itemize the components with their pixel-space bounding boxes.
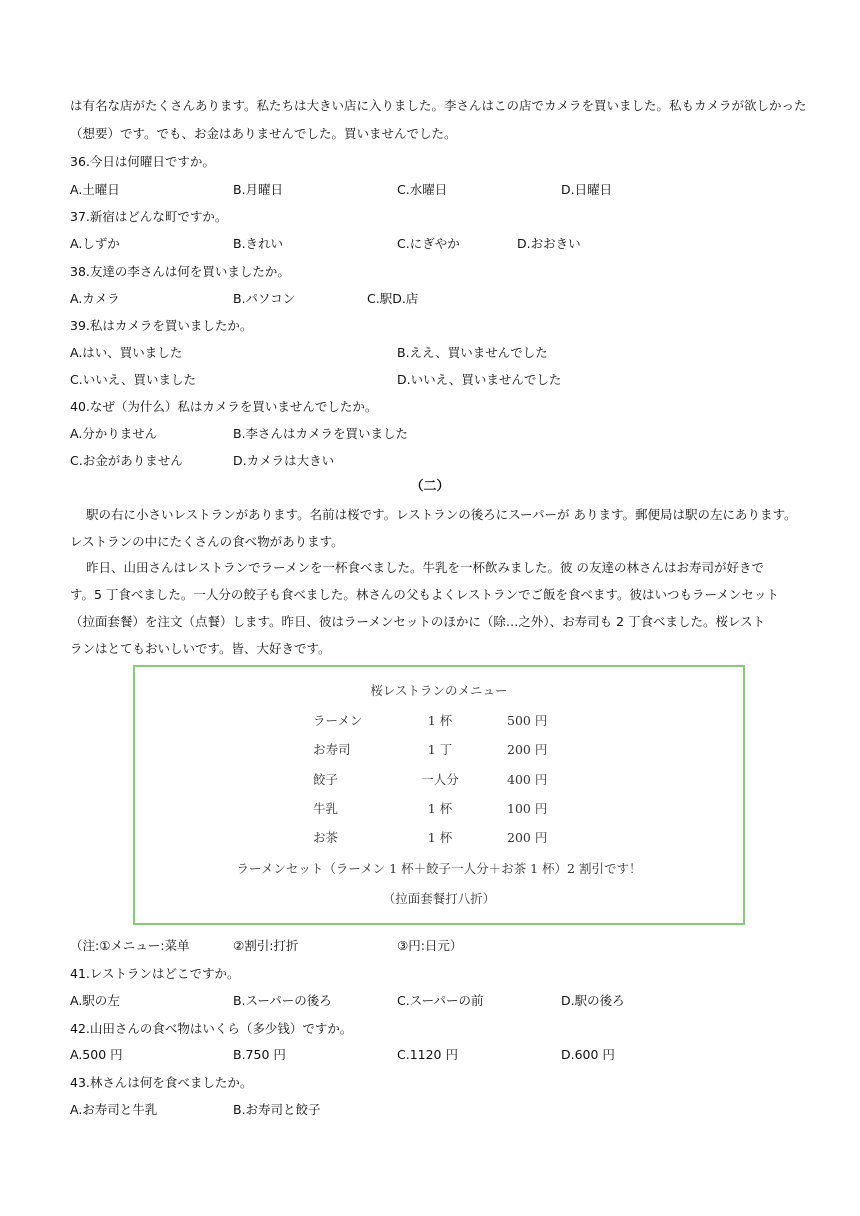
menu-title: 桜レストランのメニュー [370, 683, 508, 698]
menu-box [133, 665, 745, 925]
menu-item-name: 餃子 [313, 772, 339, 787]
question-41: 41.レストランはどこですか。 [70, 966, 240, 981]
option: B.750 円 [233, 1047, 286, 1062]
option: A.しずか [70, 236, 120, 251]
option: B.パソコン [233, 291, 296, 306]
passage-line: 駅の右に小さいレストランがあります。名前は桜です。レストランの後ろにスーパーが あります。郵便局は駅の左にあります。 [86, 507, 797, 522]
option: B.月曜日 [233, 182, 284, 197]
question-39: 39.私はカメラを買いましたか。 [70, 318, 253, 333]
menu-item-price: 400 円 [507, 772, 548, 787]
note: ②割引:打折 [233, 938, 299, 953]
option: A.駅の左 [70, 993, 120, 1008]
option: B.お寿司と餃子 [233, 1102, 321, 1117]
menu-item-price: 100 円 [507, 801, 548, 816]
menu-item-price: 200 円 [507, 742, 548, 757]
option: D.600 円 [561, 1047, 615, 1062]
question-38: 38.友達の李さんは何を買いましたか。 [70, 264, 290, 279]
option: D.おおきい [517, 236, 581, 251]
menu-item-unit: 1 杯 [427, 801, 453, 816]
menu-item-price: 500 円 [507, 713, 548, 728]
passage-line: す。5 丁食べました。一人分の餃子も食べました。林さんの父もよくレストランでご飯を食べます。彼はいつもラーメンセット [70, 587, 779, 602]
menu-item-price: 200 円 [507, 830, 548, 845]
question-40: 40.なぜ（为什么）私はカメラを買いませんでしたか。 [70, 399, 378, 414]
note: （注:①メニュー:菜单 [70, 938, 190, 953]
option: C.スーパーの前 [397, 993, 484, 1008]
option: A.お寿司と牛乳 [70, 1102, 158, 1117]
question-36: 36.今日は何曜日ですか。 [70, 154, 215, 169]
option: C.1120 円 [397, 1047, 458, 1062]
option: C.お金がありません [70, 453, 183, 468]
option: B.李さんはカメラを買いました [233, 426, 409, 441]
question-37: 37.新宿はどんな町ですか。 [70, 209, 228, 224]
option: B.スーパーの後ろ [233, 993, 332, 1008]
menu-item-name: お寿司 [313, 742, 351, 757]
option: A.はい、買いました [70, 345, 183, 360]
passage-line: レストランの中にたくさんの食べ物があります。 [70, 534, 344, 549]
menu-item-unit: 1 丁 [427, 742, 453, 757]
option: D.日曜日 [561, 182, 613, 197]
menu-item-name: お茶 [313, 830, 339, 845]
option: A.分かりません [70, 426, 158, 441]
option: B.きれい [233, 236, 284, 251]
option: D.駅の後ろ [561, 993, 625, 1008]
section-heading: （二） [410, 479, 450, 494]
option: D.カメラは大きい [233, 453, 335, 468]
menu-item-unit: 一人分 [421, 772, 459, 787]
question-42: 42.山田さんの食べ物はいくら（多少钱）ですか。 [70, 1021, 353, 1036]
note: ③円:日元） [397, 938, 463, 953]
option: C.駅D.店 [367, 291, 419, 306]
menu-set-translation: （拉面套餐打八折） [382, 891, 496, 906]
passage-line: （拉面套餐）を注文（点餐）します。昨日、彼はラーメンセットのほかに（除…之外）、お寿司も 2 丁食べました。桜レスト [70, 614, 766, 629]
passage-line: は有名な店がたくさんあります。私たちは大きい店に入りました。李さんはこの店でカメラを買いました。私もカメラが欲しかった [70, 98, 807, 113]
option: C.にぎやか [397, 236, 460, 251]
menu-set-description: ラーメンセット（ラーメン 1 杯＋餃子一人分＋お茶 1 杯）2 割引です！ [236, 861, 642, 876]
option: C.水曜日 [397, 182, 448, 197]
menu-item-name: 牛乳 [313, 801, 339, 816]
option: A.土曜日 [70, 182, 120, 197]
passage-line: 昨日、山田さんはレストランでラーメンを一杯食べました。牛乳を一杯飲みました。彼 の友達の林さんはお寿司が好きで [86, 560, 764, 575]
option: D.いいえ、買いませんでした [397, 372, 562, 387]
menu-item-unit: 1 杯 [427, 830, 453, 845]
menu-item-name: ラーメン [313, 713, 363, 728]
passage-line: ランはとてもおいしいです。皆、大好きです。 [70, 641, 331, 656]
option: A.500 円 [70, 1047, 123, 1062]
option: B.ええ、買いませんでした [397, 345, 548, 360]
option: C.いいえ、買いました [70, 372, 196, 387]
option: A.カメラ [70, 291, 120, 306]
passage-line: （想要）です。でも、お金はありませんでした。買いませんでした。 [70, 126, 457, 141]
menu-item-unit: 1 杯 [427, 713, 453, 728]
question-43: 43.林さんは何を食べましたか。 [70, 1075, 253, 1090]
